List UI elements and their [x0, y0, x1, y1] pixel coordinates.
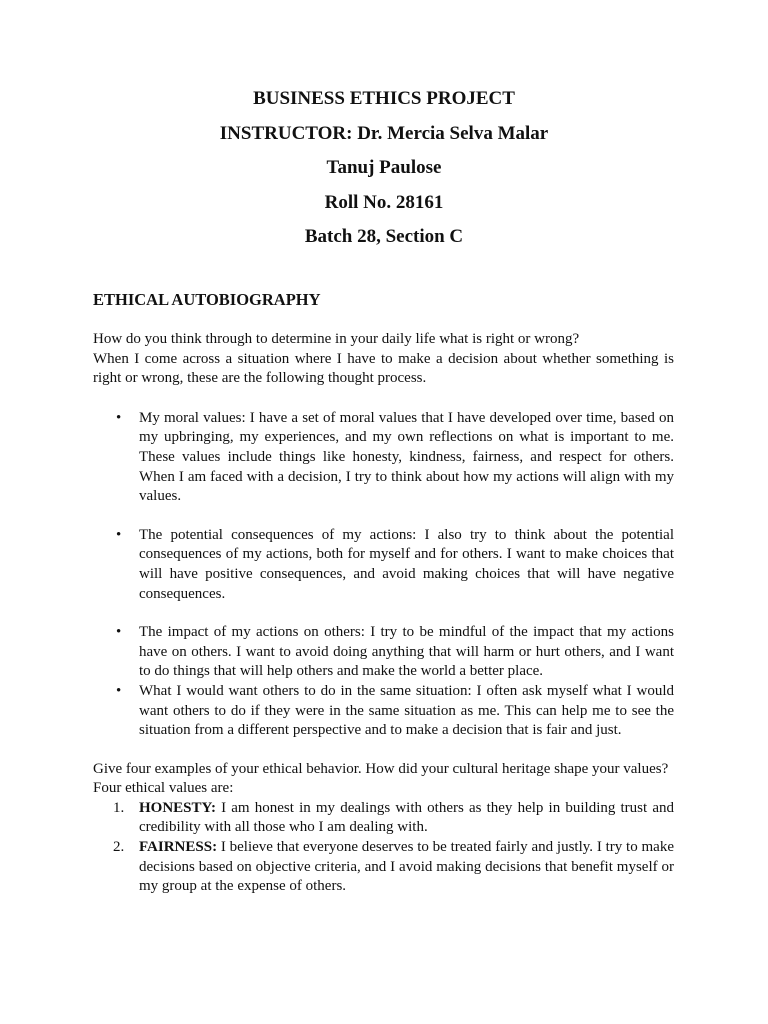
- bullet-icon: •: [116, 409, 122, 426]
- list-item: [93, 623, 674, 682]
- bullet-text: What I would want others to do in the same situation: I often ask myself what I would want others to do if they were in the same situation as me. This can help me to see the situation from a different perspective and to make a decision that is fair and just.: [139, 682, 674, 739]
- values-intro: Four ethical values are:: [93, 780, 234, 797]
- item-number: 1.: [113, 799, 125, 816]
- bullet-text: The impact of my actions on others: I try to be mindful of the impact that my actions have on others. I want to avoid doing anything that will harm or hurt others, and I want to do things that will help others and make the world a better place.: [139, 624, 674, 680]
- thought-process-list: [93, 409, 674, 741]
- list-item: [93, 409, 674, 507]
- list-item: [93, 838, 674, 897]
- value-text: I believe that everyone deserves to be treated fairly and justly. I try to make decisions based on objective criteria, and I avoid making decisions that benefit myself or my group at the expense of others.: [139, 839, 674, 895]
- question-right-wrong: How do you think through to determine in your daily life what is right or wrong?: [93, 331, 580, 347]
- roll-number: Roll No. 28161: [324, 191, 444, 213]
- intro-paragraph: When I come across a situation where I have to make a decision about whether something is right or wrong, these are the following thought process.: [93, 350, 674, 387]
- value-text: I am honest in my dealings with others as they help in building trust and credibility with all those who I am dealing with.: [139, 799, 674, 836]
- bullet-icon: •: [116, 624, 122, 641]
- list-item: [93, 526, 674, 604]
- bullet-text: My moral values: I have a set of moral values that I have developed over time, based on my upbringing, my experiences, and my own reflections on what is important to me. These values include things like honesty, kindness, fairness, and respect for others. When I am faced with a decision, I try to think about how my actions will align with my values.: [139, 409, 674, 505]
- batch-section: Batch 28, Section C: [304, 226, 464, 247]
- item-number: 2.: [113, 839, 125, 856]
- bullet-text: The potential consequences of my actions: I also try to think about the potential consequences of my actions, both for myself and for others. I want to make choices that will have positive consequences, and avoid making choices that will have negative consequences.: [139, 526, 674, 602]
- bullet-icon: •: [116, 526, 122, 543]
- list-item: [93, 682, 674, 741]
- document-body: [93, 289, 674, 897]
- project-title: BUSINESS ETHICS PROJECT: [253, 88, 515, 109]
- value-keyword: FAIRNESS:: [139, 839, 218, 856]
- title-block: [0, 86, 768, 259]
- ethical-values-list: [93, 799, 674, 897]
- section-heading: ETHICAL AUTOBIOGRAPHY: [93, 290, 321, 309]
- question-ethical-behavior: Give four examples of your ethical behavior. How did your cultural heritage shape your values?: [93, 760, 669, 777]
- student-name: Tanuj Paulose: [326, 157, 442, 178]
- value-keyword: HONESTY:: [139, 799, 216, 816]
- list-item: [93, 799, 674, 838]
- bullet-icon: •: [116, 682, 122, 699]
- instructor-line: INSTRUCTOR: Dr. Mercia Selva Malar: [219, 122, 549, 144]
